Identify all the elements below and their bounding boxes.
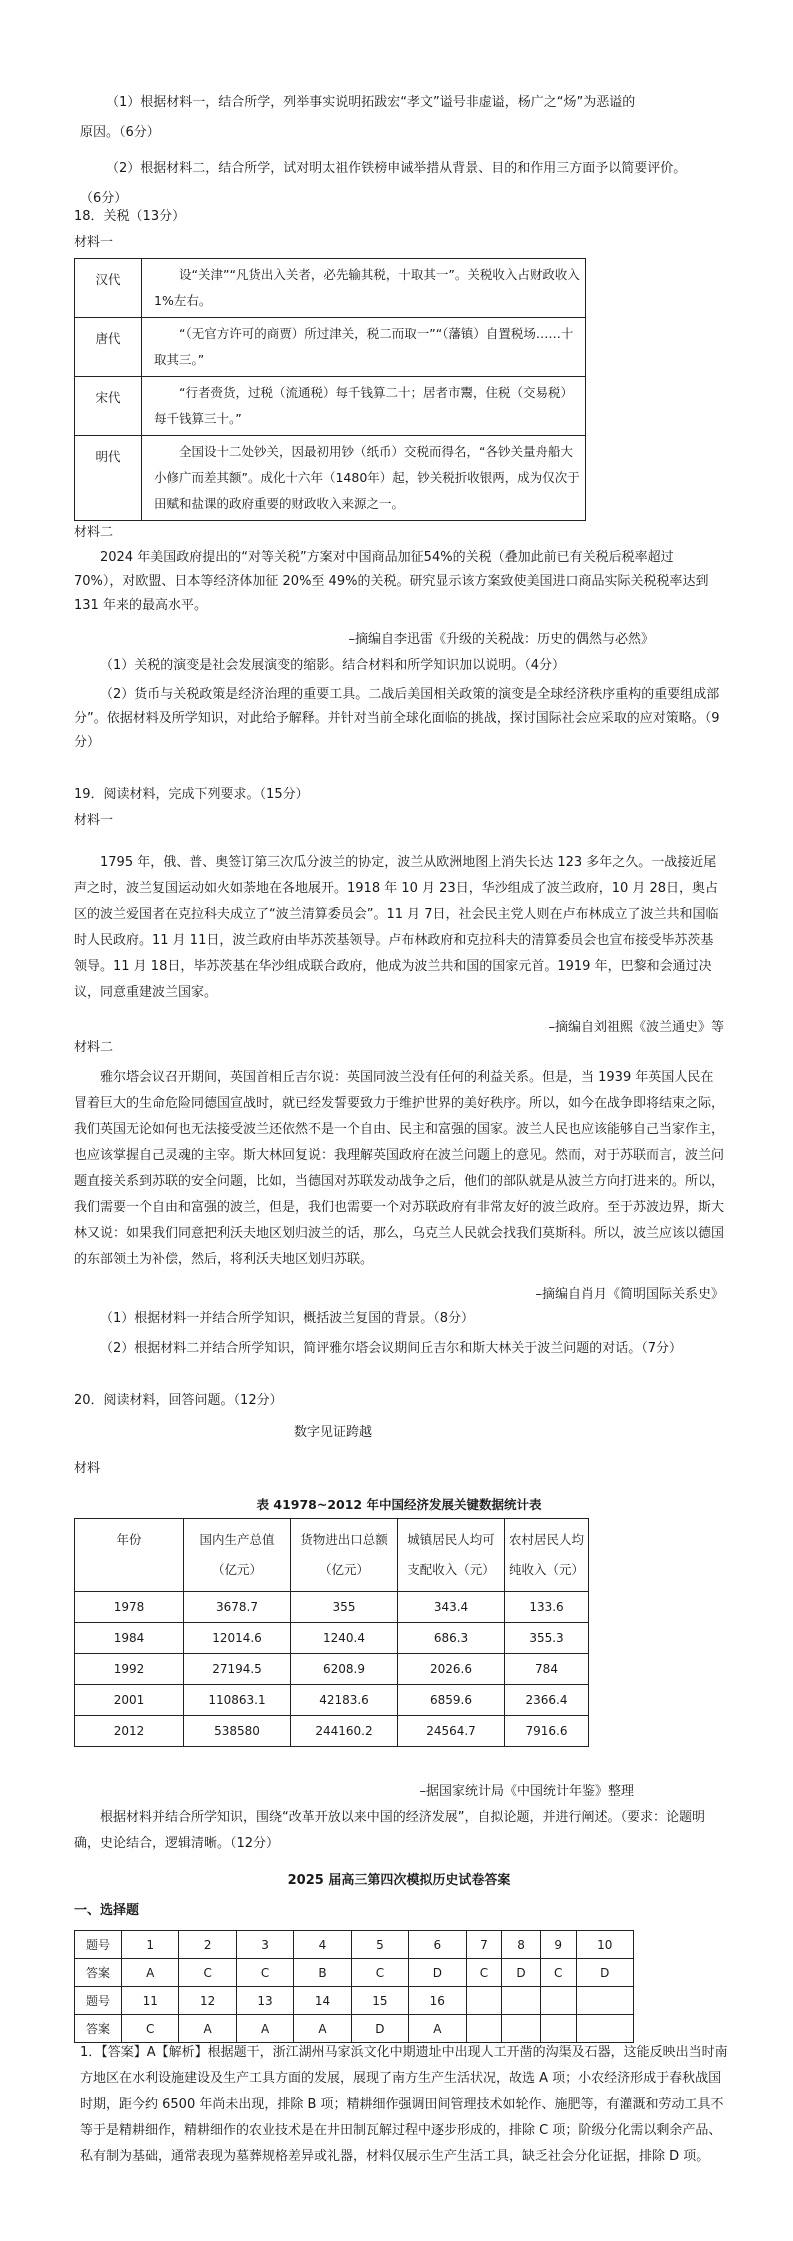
- q19-title: 19．阅读材料，完成下列要求。（15分）: [74, 787, 309, 802]
- cell-rural-income: 355.3: [505, 1623, 589, 1654]
- top-questions: [80, 88, 720, 214]
- table-row: [75, 1623, 589, 1654]
- answer-letter: C: [122, 2015, 179, 2043]
- q20-task-block: [74, 1780, 724, 1857]
- question-number: [540, 1987, 576, 2015]
- answer-letter: C: [540, 1959, 576, 1987]
- cell-rural-income: 7916.6: [505, 1716, 589, 1747]
- answers-section-label: 一、选择题: [74, 1903, 140, 1918]
- cell-trade: 244160.2: [291, 1716, 398, 1747]
- q20-title: 20．阅读材料，回答问题。（12分）: [74, 1393, 283, 1408]
- q20-material-label: 材料: [74, 1461, 101, 1476]
- cell-gdp: 27194.5: [184, 1654, 291, 1685]
- economic-data-table: [74, 1518, 589, 1747]
- cell-gdp: 538580: [184, 1716, 291, 1747]
- answer-letter: C: [351, 1959, 408, 1987]
- q19-material2-label: 材料二: [74, 1040, 114, 1055]
- column-header: 城镇居民人均可支配收入（元）: [398, 1519, 505, 1592]
- answer-letter: A: [236, 2015, 293, 2043]
- answer-letter: A: [179, 2015, 236, 2043]
- q18-title: 18．关税（13分）: [74, 209, 186, 224]
- question-2-line2: （6分）: [80, 191, 128, 206]
- q19-material1-label: 材料一: [74, 813, 114, 828]
- cell-trade: 42183.6: [291, 1685, 398, 1716]
- question-number: 3: [236, 1931, 293, 1959]
- cell-gdp: 110863.1: [184, 1685, 291, 1716]
- era-cell: 宋代: [75, 377, 142, 436]
- cell-rural-income: 2366.4: [505, 1685, 589, 1716]
- question-number: 8: [502, 1931, 540, 1959]
- q19-material2-text: 雅尔塔会议召开期间，英国首相丘吉尔说：英国同波兰没有任何的利益关系。但是，当 1939 年英国人民在冒着巨大的生命危险同德国宣战时，就已经发誓要致力于维护世界的美好秩序。所以，如今在战争即将结束之际，我们英国无论如何也无法接受波兰还依然不是一个自由、民主和富强的国家。波兰人民也应该能够自己当家作主，也应该掌握自己灵魂的主宰。斯大林回复说：我理解英国政府在波兰问题上的意见。然而，对于苏联而言，波兰问题直接关系到苏联的安全问题，比如，当德国对苏联发动战争之后，他们的部队就是从波兰方向打进来的。所以，我们需要一个自由和富强的波兰，但是，我们也需要一个对苏联政府有非常友好的波兰政府。至于苏波边界，斯大林又说：如果我们同意把利沃夫地区划归波兰的话，那么，乌克兰人民就会找我们莫斯科。所以，波兰应该以德国的东部领土为补偿，然后，将利沃夫地区划归苏联。: [74, 1070, 725, 1267]
- question-number: 4: [294, 1931, 351, 1959]
- question-1-line1: （1）根据材料一，结合所学，列举事实说明拓跋宏“孝文”谥号非虚谥，杨广之“炀”为恶谥的: [106, 95, 636, 110]
- answer-letter: [540, 2015, 576, 2043]
- answer-letter: D: [351, 2015, 408, 2043]
- table-row: [75, 1685, 589, 1716]
- question-number: 1: [122, 1931, 179, 1959]
- cell-urban-income: 2026.6: [398, 1654, 505, 1685]
- cell-gdp: 12014.6: [184, 1623, 291, 1654]
- cell-urban-income: 686.3: [398, 1623, 505, 1654]
- question-20: [74, 1388, 724, 1518]
- era-cell: 汉代: [75, 259, 142, 318]
- question-number: 7: [466, 1931, 502, 1959]
- question-1-line2: 原因。（6分）: [80, 125, 160, 140]
- question-2-line1: （2）根据材料二，结合所学，试对明太祖作铁榜申诫举措从背景、目的和作用三方面予以简要评价。: [106, 161, 687, 176]
- q18-material2: [74, 520, 724, 755]
- question-number-row: [75, 1931, 634, 1959]
- answer-letter: A: [122, 1959, 179, 1987]
- question-18: [74, 204, 724, 256]
- answer-letter: A: [294, 2015, 351, 2043]
- q18-material2-label: 材料二: [74, 525, 114, 540]
- table-row: [75, 1716, 589, 1747]
- cell-trade: 355: [291, 1592, 398, 1623]
- answer-letter: D: [409, 1959, 466, 1987]
- answer-letter: A: [409, 2015, 466, 2043]
- question-1-text: [80, 88, 720, 148]
- question-number: 13: [236, 1987, 293, 2015]
- column-header: 农村居民人均纯收入（元）: [505, 1519, 589, 1592]
- row-label: 答案: [75, 2015, 122, 2043]
- answer-letter: C: [236, 1959, 293, 1987]
- q18-material2-source: –摘编自李迅雷《升级的关税战：历史的偶然与必然》: [348, 632, 654, 647]
- cell-year: 1978: [75, 1592, 184, 1623]
- question-number: 2: [179, 1931, 236, 1959]
- question-number: [576, 1987, 633, 2015]
- column-header: 国内生产总值（亿元）: [184, 1519, 291, 1592]
- cell-year: 1984: [75, 1623, 184, 1654]
- cell-year: 2001: [75, 1685, 184, 1716]
- q18-material2-text: 2024 年美国政府提出的“对等关税”方案对中国商品加征54%的关税（叠加此前已有关税后税率超过 70%），对欧盟、日本等经济体加征 20%至 49%的关税。研究显示该方案致使美国进口商品实际关税税率达到 131 年来的最高水平。: [74, 550, 709, 613]
- cell-rural-income: 784: [505, 1654, 589, 1685]
- q20-subtitle: 数字见证跨越: [294, 1425, 373, 1440]
- cell-year: 1992: [75, 1654, 184, 1685]
- cell-rural-income: 133.6: [505, 1592, 589, 1623]
- table-row: [75, 1654, 589, 1685]
- table-row: [75, 1592, 589, 1623]
- answer-letter: C: [466, 1959, 502, 1987]
- q20-table-caption: 表 41978~2012 年中国经济发展关键数据统计表: [256, 1497, 542, 1512]
- era-cell: 明代: [75, 436, 142, 521]
- table-row: [75, 259, 586, 318]
- question-number-row: [75, 1987, 634, 2015]
- answer-letter: D: [576, 1959, 633, 1987]
- q20-task-text: 根据材料并结合所学知识，围绕“改革开放以来中国的经济发展”，自拟论题，并进行阐述。（要求：论题明确，史论结合，逻辑清晰。（12分）: [74, 1810, 705, 1851]
- question-number: 14: [294, 1987, 351, 2015]
- answer-row: [75, 1959, 634, 1987]
- q20-table-source: –据国家统计局《中国统计年鉴》整理: [419, 1784, 634, 1799]
- answer-letter: C: [179, 1959, 236, 1987]
- q19-subquestion-1: （1）根据材料一并结合所学知识，概括波兰复国的背景。（8分）: [100, 1311, 475, 1326]
- cell-trade: 6208.9: [291, 1654, 398, 1685]
- column-header: 年份: [75, 1519, 184, 1592]
- cell-year: 2012: [75, 1716, 184, 1747]
- cell-urban-income: 6859.6: [398, 1685, 505, 1716]
- answer-key-table: [74, 1930, 634, 2043]
- table-header-row: [75, 1519, 589, 1592]
- question-number: 6: [409, 1931, 466, 1959]
- answer-explanation-1: [74, 2040, 734, 2170]
- question-number: 11: [122, 1987, 179, 2015]
- cell-trade: 1240.4: [291, 1623, 398, 1654]
- q19-subquestion-2: （2）根据材料二并结合所学知识，简评雅尔塔会议期间丘吉尔和斯大林关于波兰问题的对话。（7分）: [100, 1341, 683, 1356]
- tariff-desc-cell: 设“关津”“凡货出入关者，必先输其税，十取其一”。关税收入占财政收入 1%左右。: [142, 259, 586, 318]
- question-number: 10: [576, 1931, 633, 1959]
- question-number: 16: [409, 1987, 466, 2015]
- answer-letter: D: [502, 1959, 540, 1987]
- question-19: [74, 782, 724, 1364]
- answer-letter: [466, 2015, 502, 2043]
- q19-material1-text: 1795 年，俄、普、奥签订第三次瓜分波兰的协定，波兰从欧洲地图上消失长达 123 多年之久。一战接近尾声之时，波兰复国运动如火如荼地在各地展开。1918 年 10 月 23日，华沙组成了波兰政府，10 月 28日，奥占区的波兰爱国者在克拉科夫成立了“波兰清算委员会”。11 月 7日，社会民主党人则在卢布林成立了波兰共和国临时人民政府。11 月 11日，波兰政府由毕苏茨基领导。卢布林政府和克拉科夫的清算委员会也宣布接受毕苏茨基领导。11 月 18日，毕苏茨基在华沙组成联合政府，他成为波兰共和国的国家元首。1919 年，巴黎和会通过决议，同意重建波兰国家。: [74, 855, 719, 1000]
- answer-letter: B: [294, 1959, 351, 1987]
- answers-section: [74, 1868, 724, 1924]
- q18-subquestion-1: （1）关税的演变是社会发展演变的缩影。结合材料和所学知识加以说明。（4分）: [100, 658, 566, 673]
- row-label: 题号: [75, 1987, 122, 2015]
- q18-subquestion-2: （2）货币与关税政策是经济治理的重要工具。二战后美国相关政策的演变是全球经济秩序重构的重要组成部分”。依据材料及所学知识，对此给予解释。并针对当前全球化面临的挑战，探讨国际社会应采取的应对策略。（9分）: [74, 687, 720, 750]
- answer-letter: [502, 2015, 540, 2043]
- question-number: 9: [540, 1931, 576, 1959]
- column-header: 货物进出口总额（亿元）: [291, 1519, 398, 1592]
- table-row: [75, 377, 586, 436]
- answer-row: [75, 2015, 634, 2043]
- cell-gdp: 3678.7: [184, 1592, 291, 1623]
- question-number: [466, 1987, 502, 2015]
- cell-urban-income: 343.4: [398, 1592, 505, 1623]
- q18-material1-label: 材料一: [74, 235, 114, 250]
- row-label: 题号: [75, 1931, 122, 1959]
- table-row: [75, 318, 586, 377]
- q19-material2-source: –摘编自肖月《简明国际关系史》: [535, 1287, 724, 1302]
- cell-urban-income: 24564.7: [398, 1716, 505, 1747]
- era-cell: 唐代: [75, 318, 142, 377]
- question-number: [502, 1987, 540, 2015]
- answer-letter: [576, 2015, 633, 2043]
- answers-title: 2025 届高三第四次模拟历史试卷答案: [287, 1873, 511, 1888]
- question-number: 12: [179, 1987, 236, 2015]
- row-label: 答案: [75, 1959, 122, 1987]
- answer-1-explanation: 1．【答案】A【解析】根据题干，浙江湖州马家浜文化中期遗址中出现人工开凿的沟渠及石器，这能反映出当时南方地区在水利设施建设及生产工具方面的发展，展现了南方生产生活状况，故选 A 项；小农经济形成于春秋战国时期，距今约 6500 年尚未出现，排除 B 项；精耕细作强调田间管理技术如轮作、施肥等，有灌溉和劳动工具不等于是精耕细作，精耕细作的农业技术是在井田制瓦解过程中逐步形成的，排除 C 项；阶级分化需以剩余产品、私有制为基础，通常表现为墓葬规格差异或礼器，材料仅展示生产生活工具，缺乏社会分化证据，排除 D 项。: [80, 2045, 728, 2164]
- tariff-history-table: [74, 258, 586, 521]
- tariff-desc-cell: 全国设十二处钞关，因最初用钞（纸币）交税而得名，“各钞关量舟船大小修广而差其额”。成化十六年（1480年）起，钞关税折收银两，成为仅次于田赋和盐课的政府重要的财政收入来源之一。: [142, 436, 586, 521]
- question-number: 5: [351, 1931, 408, 1959]
- q19-material1-source: –摘编自刘祖熙《波兰通史》等: [548, 1020, 724, 1035]
- tariff-desc-cell: “行者赍货，过税（流通税）每千钱算二十；居者市鬻，住税（交易税）每千钱算三十。”: [142, 377, 586, 436]
- question-number: 15: [351, 1987, 408, 2015]
- tariff-desc-cell: “（无官方许可的商贾）所过津关，税二而取一”“（藩镇）自置税场……十取其三。”: [142, 318, 586, 377]
- table-row: [75, 436, 586, 521]
